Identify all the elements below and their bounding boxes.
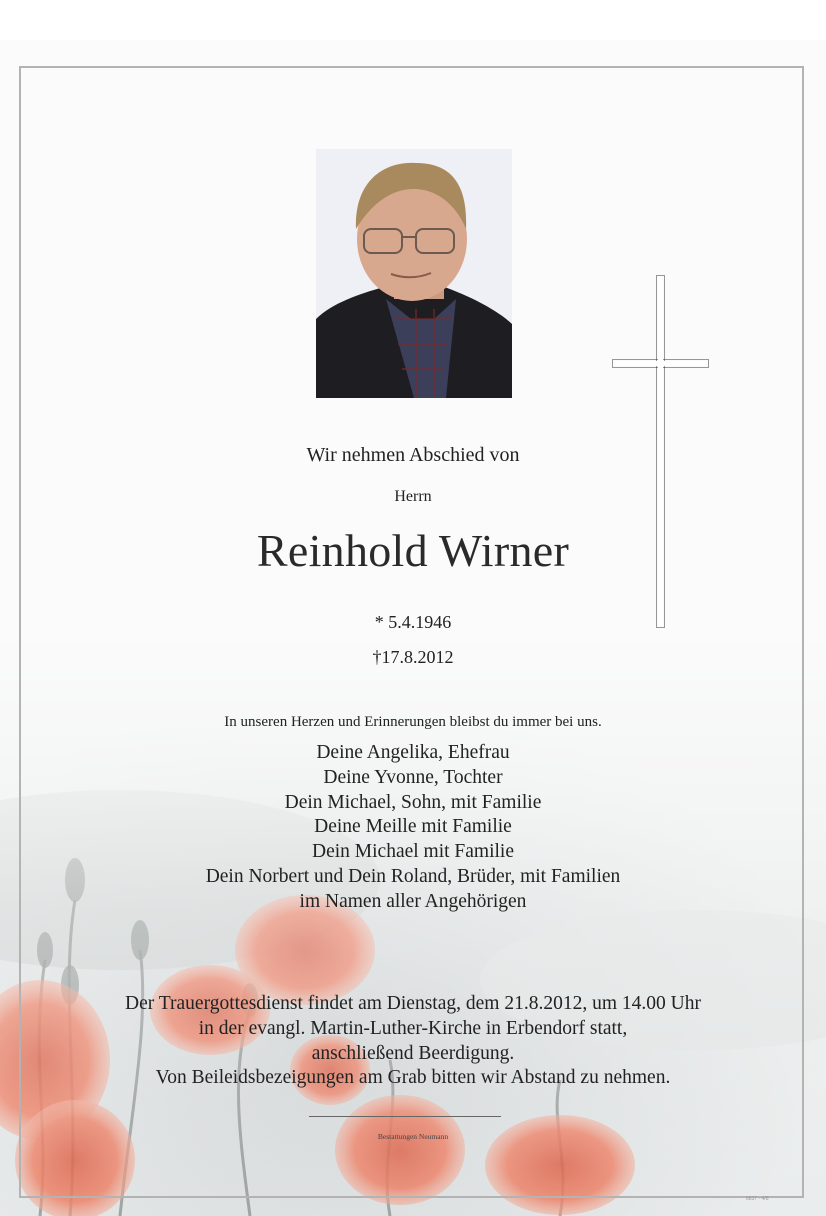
mourners-list — [0, 741, 826, 915]
mourner-line: Deine Angelika, Ehefrau — [316, 742, 510, 763]
portrait-photo — [316, 149, 512, 398]
mourner-line: Dein Michael, Sohn, mit Familie — [284, 791, 542, 813]
birth-date: * 5.4.1946 — [374, 612, 452, 632]
mourner-line: Deine Yvonne, Tochter — [323, 766, 503, 788]
divider-line — [309, 1116, 501, 1117]
salutation: Herrn — [394, 488, 432, 505]
mourner-line: Deine Meille mit Familie — [314, 816, 512, 838]
service-information — [0, 992, 826, 1091]
memorial-motto: In unseren Herzen und Erinnerungen bleibst du immer bei uns. — [224, 714, 602, 730]
service-line: Der Trauergottesdienst findet am Dienstag, dem 21.8.2012, um 14.00 Uhr — [125, 993, 701, 1014]
print-code: 8837 · 4/8 — [746, 1196, 769, 1202]
service-line: Von Beileidsbezeigungen am Grab bitten wir Abstand zu nehmen. — [155, 1067, 671, 1089]
deceased-name: Reinhold Wirner — [256, 525, 570, 576]
intro-text: Wir nehmen Abschied von — [306, 444, 520, 466]
service-line: anschließend Beerdigung. — [311, 1042, 515, 1064]
service-line: in der evangl. Martin-Luther-Kirche in Erbendorf statt, — [198, 1017, 628, 1039]
undertaker-name: Bestattungen Neumann — [377, 1132, 449, 1141]
death-date: †17.8.2012 — [372, 647, 454, 667]
mourner-line: Dein Michael mit Familie — [312, 841, 514, 863]
mourner-line: Dein Norbert und Dein Roland, Brüder, mit Familien — [205, 865, 621, 887]
mourner-line: im Namen aller Angehörigen — [299, 890, 527, 912]
